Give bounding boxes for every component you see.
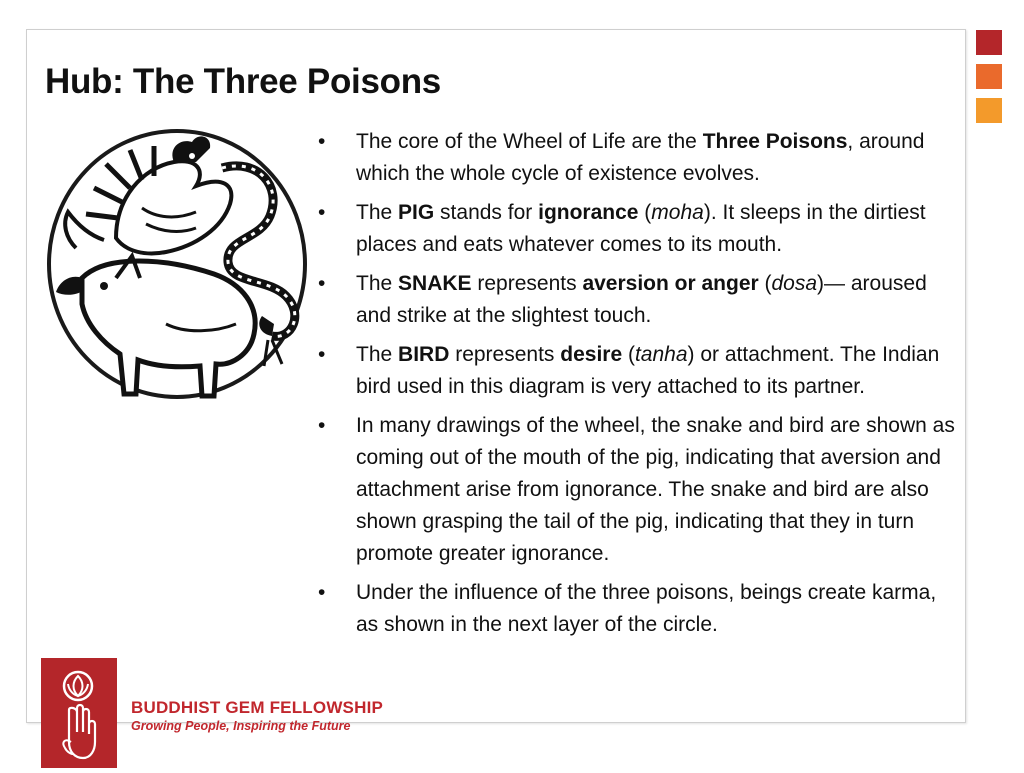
bullet-text: The PIG stands for ignorance (moha). It sleeps in the dirtiest places and eats whatever comes to its mouth. [356,201,926,256]
bullet-item [318,339,958,403]
bullet-text: The core of the Wheel of Life are the Three Poisons, around which the whole cycle of existence evolves. [356,130,925,185]
bullet-list [318,126,958,648]
logo-name: BUDDHIST GEM FELLOWSHIP [131,698,384,717]
bullet-item [318,410,958,570]
bullet-item [318,577,958,641]
bullet-item [318,268,958,332]
three-poisons-emblem-icon [46,128,308,400]
bullet-text: In many drawings of the wheel, the snake and bird are shown as coming out of the mouth of the pig, indicating that aversion and attachment arise from ignorance. The snake and bird are also shown grasping the tail of the pig, indicating that they in turn promote greater ignorance. [356,414,955,565]
bullet-text: Under the influence of the three poisons, beings create karma, as shown in the next layer of the circle. [356,581,937,636]
logo-tagline: Growing People, Inspiring the Future [131,719,351,733]
bullet-glyph: • [318,581,326,604]
bullet-text: The BIRD represents desire (tanha) or attachment. The Indian bird used in this diagram is very attached to its partner. [356,343,940,398]
accent-square-amber [976,98,1002,123]
bullet-item [318,126,958,190]
accent-square-orange [976,64,1002,89]
bullet-glyph: • [318,272,326,295]
lotus-hand-icon [41,658,117,768]
fellowship-logo [41,658,386,768]
slide-title: Hub: The Three Poisons [45,62,441,101]
bullet-glyph: • [318,343,326,366]
bullet-glyph: • [318,201,326,224]
logo-mark [41,658,117,768]
accent-square-red [976,30,1002,55]
bullet-glyph: • [318,130,326,153]
accent-squares [976,30,1002,132]
bullet-item [318,197,958,261]
bullet-text: The SNAKE represents aversion or anger (dosa)— aroused and strike at the slightest touch. [356,272,927,327]
bullet-glyph: • [318,414,326,437]
